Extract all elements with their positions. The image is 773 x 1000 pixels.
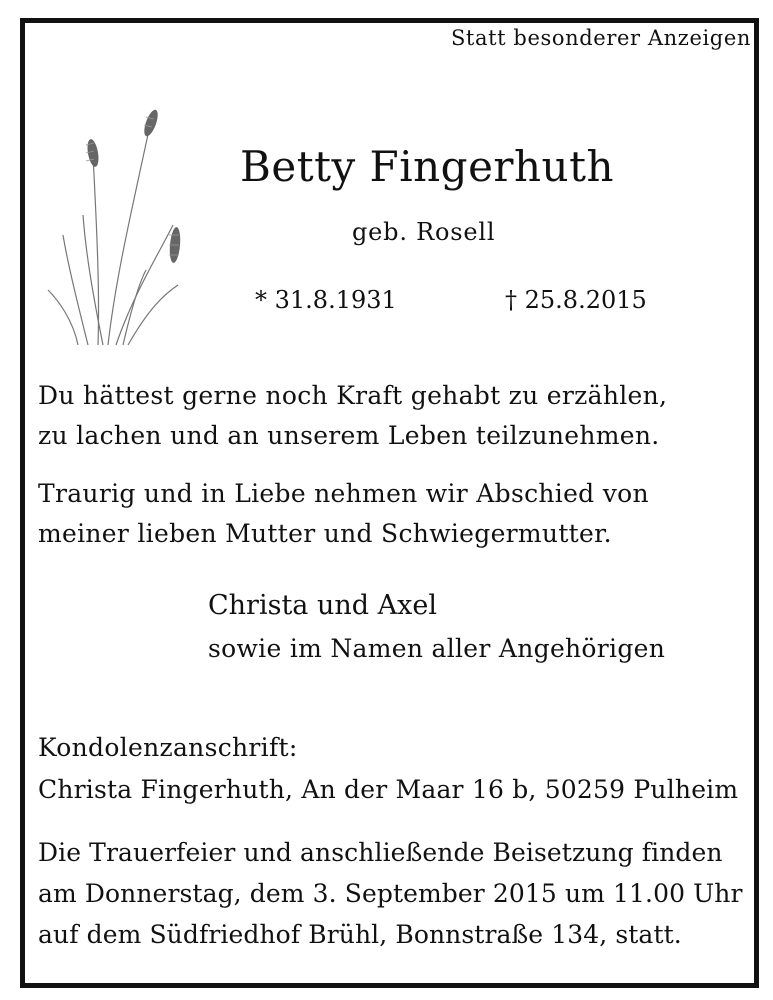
birth-date: * 31.8.1931 [255, 286, 397, 314]
paragraph-1-line: zu lachen und an unserem Leben teilzunehmen. [38, 421, 660, 450]
wheat-icon [38, 95, 188, 350]
condolence-label: Kondolenzanschrift: [38, 733, 298, 762]
funeral-info [38, 832, 743, 955]
death-date: † 25.8.2015 [505, 286, 647, 314]
deceased-name: Betty Fingerhuth [240, 142, 615, 191]
funeral-line: auf dem Südfriedhof Brühl, Bonnstraße 134, statt. [38, 920, 682, 949]
paragraph-2 [38, 474, 649, 554]
header-note: Statt besonderer Anzeigen [450, 26, 751, 50]
paragraph-2-line: Traurig und in Liebe nehmen wir Abschied von [38, 479, 649, 508]
funeral-line: am Donnerstag, dem 3. September 2015 um 11.00 Uhr [38, 879, 743, 908]
paragraph-1-line: Du hättest gerne noch Kraft gehabt zu erzählen, [38, 381, 668, 410]
funeral-line: Die Trauerfeier und anschließende Beisetzung finden [38, 838, 723, 867]
signature-relatives: sowie im Namen aller Angehörigen [208, 634, 666, 663]
signature-names: Christa und Axel [208, 590, 437, 621]
paragraph-1 [38, 376, 667, 456]
condolence-address: Christa Fingerhuth, An der Maar 16 b, 50259 Pulheim [38, 775, 739, 804]
maiden-name: geb. Rosell [352, 218, 496, 246]
paragraph-2-line: meiner lieben Mutter und Schwiegermutter. [38, 519, 612, 548]
